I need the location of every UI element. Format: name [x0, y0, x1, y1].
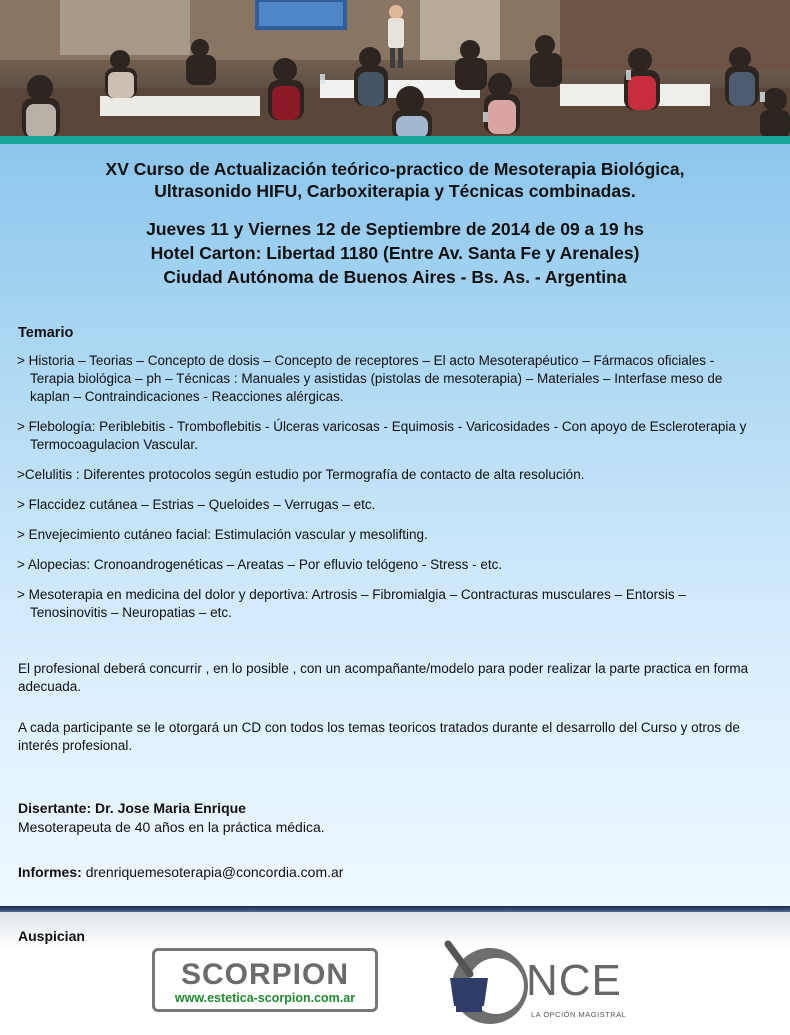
header-accent-bar [0, 136, 790, 144]
speaker-block [18, 799, 325, 837]
temario-item-alopecias: > Alopecias: Cronoandrogenéticas – Areatas – Por efluvio telógeno - Stress - etc. [17, 557, 503, 572]
once-name: NCE [526, 956, 622, 1005]
scorpion-url: www.estetica-scorpion.com.ar [174, 991, 356, 1005]
cd-note: A cada participante se le otorgará un CD con todos los temas teoricos tratados durante el desarrollo del Curso y otros de interés profesional. [18, 720, 740, 753]
course-date: Jueves 11 y Viernes 12 de Septiembre de 2014 de 09 a 19 hs [146, 219, 644, 239]
course-venue: Hotel Carton: Libertad 1180 (Entre Av. Santa Fe y Arenales) [150, 243, 640, 263]
contact-label: Informes: [18, 864, 82, 880]
temario-item-flebologia: > Flebología: Periblebitis - Tromboflebitis - Úlceras varicosas - Equimosis - Varicosidades - Con apoyo de Escleroterapia y Termocoagulacion Vascular. [17, 419, 747, 452]
course-title-line2: Ultrasonido HIFU, Carboxiterapia y Técnicas combinadas. [154, 181, 636, 201]
temario-item-celulitis: >Celulitis : Diferentes protocolos según estudio por Termografía de contacto de alta resolución. [17, 467, 585, 482]
conference-room-illustration [0, 0, 790, 138]
temario-item-historia: > Historia – Teorias – Concepto de dosis – Concepto de receptores – El acto Mesoterapéutico – Fármacos oficiales - Terapia biológica – ph – Técnicas : Manuales y asistidas (pistolas de mesoterapia) – Materiales – Interfase meso de kaplan – Contraindicaciones - Reacciones alérgicas. [17, 353, 723, 404]
scorpion-name: SCORPION [180, 958, 350, 991]
temario-list [17, 352, 747, 634]
footer-background [0, 912, 790, 1035]
temario-heading: Temario [18, 325, 74, 341]
course-title-line1: XV Curso de Actualización teórico-practico de Mesoterapia Biológica, [105, 159, 685, 179]
temario-item-flaccidez: > Flaccidez cutánea – Estrias – Queloides – Verrugas – etc. [17, 497, 376, 512]
contact-email[interactable]: drenriquemesoterapia@concordia.com.ar [85, 864, 344, 880]
sponsors-heading: Auspician [18, 928, 85, 944]
once-tagline: LA OPCIÓN MAGISTRAL [531, 1010, 627, 1019]
contact-block [18, 864, 343, 880]
course-city: Ciudad Autónoma de Buenos Aires - Bs. As. - Argentina [163, 267, 627, 287]
once-logo [440, 936, 640, 1031]
temario-item-envejecimiento: > Envejecimiento cutáneo facial: Estimulación vascular y mesolifting. [17, 527, 428, 542]
speaker-label: Disertante: Dr. Jose Maria Enrique [18, 800, 246, 816]
speaker-description: Mesoterapeuta de 40 años en la práctica médica. [18, 819, 325, 835]
temario-item-dolor: > Mesoterapia en medicina del dolor y deportiva: Artrosis – Fibromialgia – Contracturas musculares – Entorsis – Tenosinovitis – Neuropatias – etc. [17, 587, 686, 620]
conference-photo [0, 0, 790, 138]
scorpion-logo [152, 948, 378, 1012]
companion-note: El profesional deberá concurrir , en lo posible , con un acompañante/modelo para poder realizar la parte practica en forma adecuada. [18, 661, 749, 694]
mortar-pestle-icon [440, 936, 530, 1031]
